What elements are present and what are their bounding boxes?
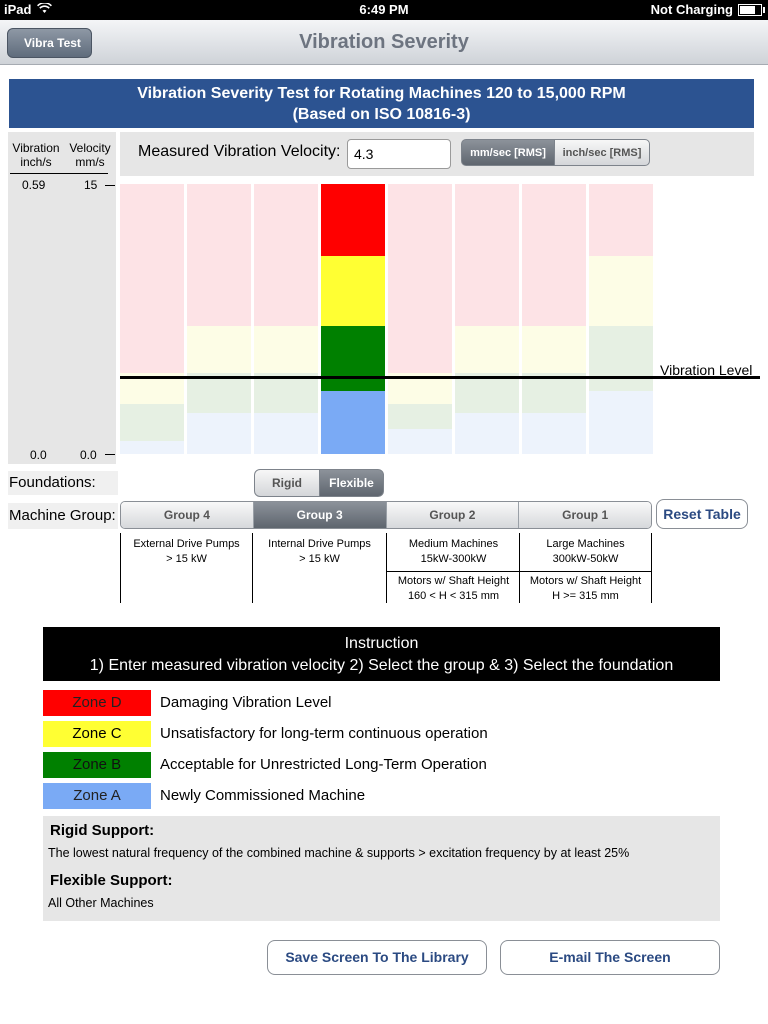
desc-separator <box>519 571 652 572</box>
severity-column-group-2-flexible <box>455 184 519 454</box>
group-2-desc-line1: Medium Machines <box>408 538 499 550</box>
battery-icon <box>738 4 762 16</box>
group-1-desc-line4: H >= 315 mm <box>552 590 619 602</box>
zone-b-band <box>455 373 519 413</box>
severity-column-group-4-rigid <box>120 184 184 454</box>
back-button[interactable]: Vibra Test <box>7 28 92 58</box>
zone-d-band <box>522 184 586 326</box>
group-1-description <box>519 533 652 603</box>
machine-group-label: Machine Group: <box>8 503 118 529</box>
severity-chart <box>120 184 660 454</box>
zone-a-band <box>589 391 653 454</box>
foundations-label: Foundations: <box>8 471 118 495</box>
header-title: Vibration Severity Test for Rotating Machines 120 to 15,000 RPM <box>137 85 626 102</box>
severity-column-group-3-flexible <box>321 184 385 454</box>
zone-c-band <box>187 326 251 373</box>
axis-inch-title-line2: inch/s <box>20 155 52 169</box>
instruction-text: 1) Enter measured vibration velocity 2) Select the group & 3) Select the foundation <box>89 657 674 674</box>
zone-d-description: Damaging Vibration Level <box>160 694 332 711</box>
zone-b-band <box>321 326 385 391</box>
zone-a-band <box>120 441 184 454</box>
zone-b-swatch: Zone B <box>43 752 151 778</box>
rigid-foundation-button[interactable]: Rigid <box>254 469 320 497</box>
measured-velocity-label: Measured Vibration Velocity: <box>138 143 341 160</box>
zone-c-band <box>254 326 318 373</box>
axis-inch-title <box>8 141 64 169</box>
zone-c-band <box>455 326 519 373</box>
axis-mm-title-line1: Velocity <box>69 141 111 155</box>
zone-b-band <box>589 326 653 391</box>
severity-column-group-1-flexible <box>589 184 653 454</box>
group-4-description <box>120 533 253 603</box>
zone-a-band <box>455 413 519 454</box>
tick-top-mark <box>105 185 115 186</box>
tick-bottom-inch: 0.0 <box>30 448 47 462</box>
test-header <box>9 79 754 128</box>
group-1-button[interactable]: Group 1 <box>519 502 651 528</box>
zone-a-description: Newly Commissioned Machine <box>160 787 366 804</box>
axis-inch-title-line1: Vibration <box>12 141 60 155</box>
flexible-foundation-button[interactable]: Flexible <box>319 469 384 497</box>
group-2-desc-line4: 160 < H < 315 mm <box>407 590 500 602</box>
severity-column-group-3-rigid <box>254 184 318 454</box>
vibration-level-label: Vibration Level <box>660 362 753 378</box>
group-1-desc-line1: Large Machines <box>546 538 625 550</box>
tick-top-inch: 0.59 <box>22 178 46 192</box>
group-4-desc-line1: External Drive Pumps <box>133 538 240 550</box>
zone-d-swatch: Zone D <box>43 690 151 716</box>
zone-a-swatch: Zone A <box>43 783 151 809</box>
group-4-desc-line2: > 15 kW <box>166 553 207 565</box>
instruction-box <box>43 627 720 681</box>
zone-d-band <box>388 184 452 373</box>
zone-a-band <box>187 413 251 454</box>
severity-column-group-1-rigid <box>522 184 586 454</box>
email-screen-button[interactable]: E-mail The Screen <box>500 940 720 975</box>
group-2-description <box>387 533 520 603</box>
desc-separator <box>387 571 520 572</box>
zone-c-swatch: Zone C <box>43 721 151 747</box>
rigid-support-title: Rigid Support: <box>50 822 155 839</box>
machine-group-selector <box>120 501 652 529</box>
support-info <box>43 816 720 921</box>
zone-d-band <box>589 184 653 256</box>
reset-table-button[interactable]: Reset Table <box>656 499 748 529</box>
tick-top-mm: 15 <box>84 178 98 192</box>
axis-mm-title <box>64 141 116 169</box>
zone-d-band <box>455 184 519 326</box>
rigid-support-text: The lowest natural frequency of the combined machine & supports > excitation frequency by at least 25% <box>48 846 630 860</box>
zone-d-band <box>187 184 251 326</box>
group-3-desc-line1: Internal Drive Pumps <box>268 538 371 550</box>
zone-c-band <box>321 256 385 326</box>
zone-a-band <box>388 429 452 454</box>
zone-c-band <box>522 326 586 373</box>
clock: 6:49 PM <box>359 2 409 17</box>
flexible-support-title: Flexible Support: <box>50 872 173 889</box>
zone-b-band <box>120 404 184 442</box>
zone-d-band <box>120 184 184 373</box>
battery-status: Not Charging <box>650 2 733 17</box>
zone-b-band <box>187 373 251 413</box>
zone-d-band <box>254 184 318 326</box>
zone-b-band <box>254 373 318 413</box>
axis-divider <box>10 173 108 174</box>
zone-a-band <box>522 413 586 454</box>
velocity-input[interactable] <box>347 139 451 169</box>
severity-column-group-4-flexible <box>187 184 251 454</box>
group-3-desc-line2: > 15 kW <box>299 553 340 565</box>
zone-a-band <box>254 413 318 454</box>
group-1-desc-line2: 300kW-50kW <box>552 553 619 565</box>
group-4-button[interactable]: Group 4 <box>121 502 254 528</box>
page-title: Vibration Severity <box>299 31 469 53</box>
axis-panel <box>8 132 116 464</box>
header-subtitle: (Based on ISO 10816-3) <box>292 106 471 123</box>
instruction-title: Instruction <box>344 635 419 652</box>
group-2-desc-line3: Motors w/ Shaft Height <box>397 575 510 587</box>
measure-row <box>120 132 754 176</box>
tick-bottom-mark <box>105 454 115 455</box>
axis-mm-title-line2: mm/s <box>75 155 105 169</box>
device-name: iPad <box>4 2 32 17</box>
tick-bottom-mm: 0.0 <box>80 448 97 462</box>
save-screen-button[interactable]: Save Screen To The Library <box>267 940 487 975</box>
group-3-description <box>253 533 386 603</box>
zone-d-band <box>321 184 385 256</box>
zone-b-band <box>522 373 586 413</box>
zone-b-band <box>388 404 452 429</box>
zone-c-description: Unsatisfactory for long-term continuous operation <box>160 725 488 742</box>
flexible-support-text: All Other Machines <box>48 896 154 910</box>
status-bar <box>0 0 768 20</box>
unit-inch-button[interactable]: inch/sec [RMS] <box>554 139 650 166</box>
group-1-desc-line3: Motors w/ Shaft Height <box>529 575 642 587</box>
severity-column-group-2-rigid <box>388 184 452 454</box>
navigation-bar <box>0 20 768 65</box>
zone-c-band <box>589 256 653 326</box>
zone-a-band <box>321 391 385 454</box>
unit-mm-button[interactable]: mm/sec [RMS] <box>461 139 555 166</box>
group-3-button[interactable]: Group 3 <box>254 502 387 528</box>
zone-b-description: Acceptable for Unrestricted Long-Term Operation <box>160 756 487 773</box>
group-2-button[interactable]: Group 2 <box>387 502 520 528</box>
group-2-desc-line2: 15kW-300kW <box>420 553 487 565</box>
